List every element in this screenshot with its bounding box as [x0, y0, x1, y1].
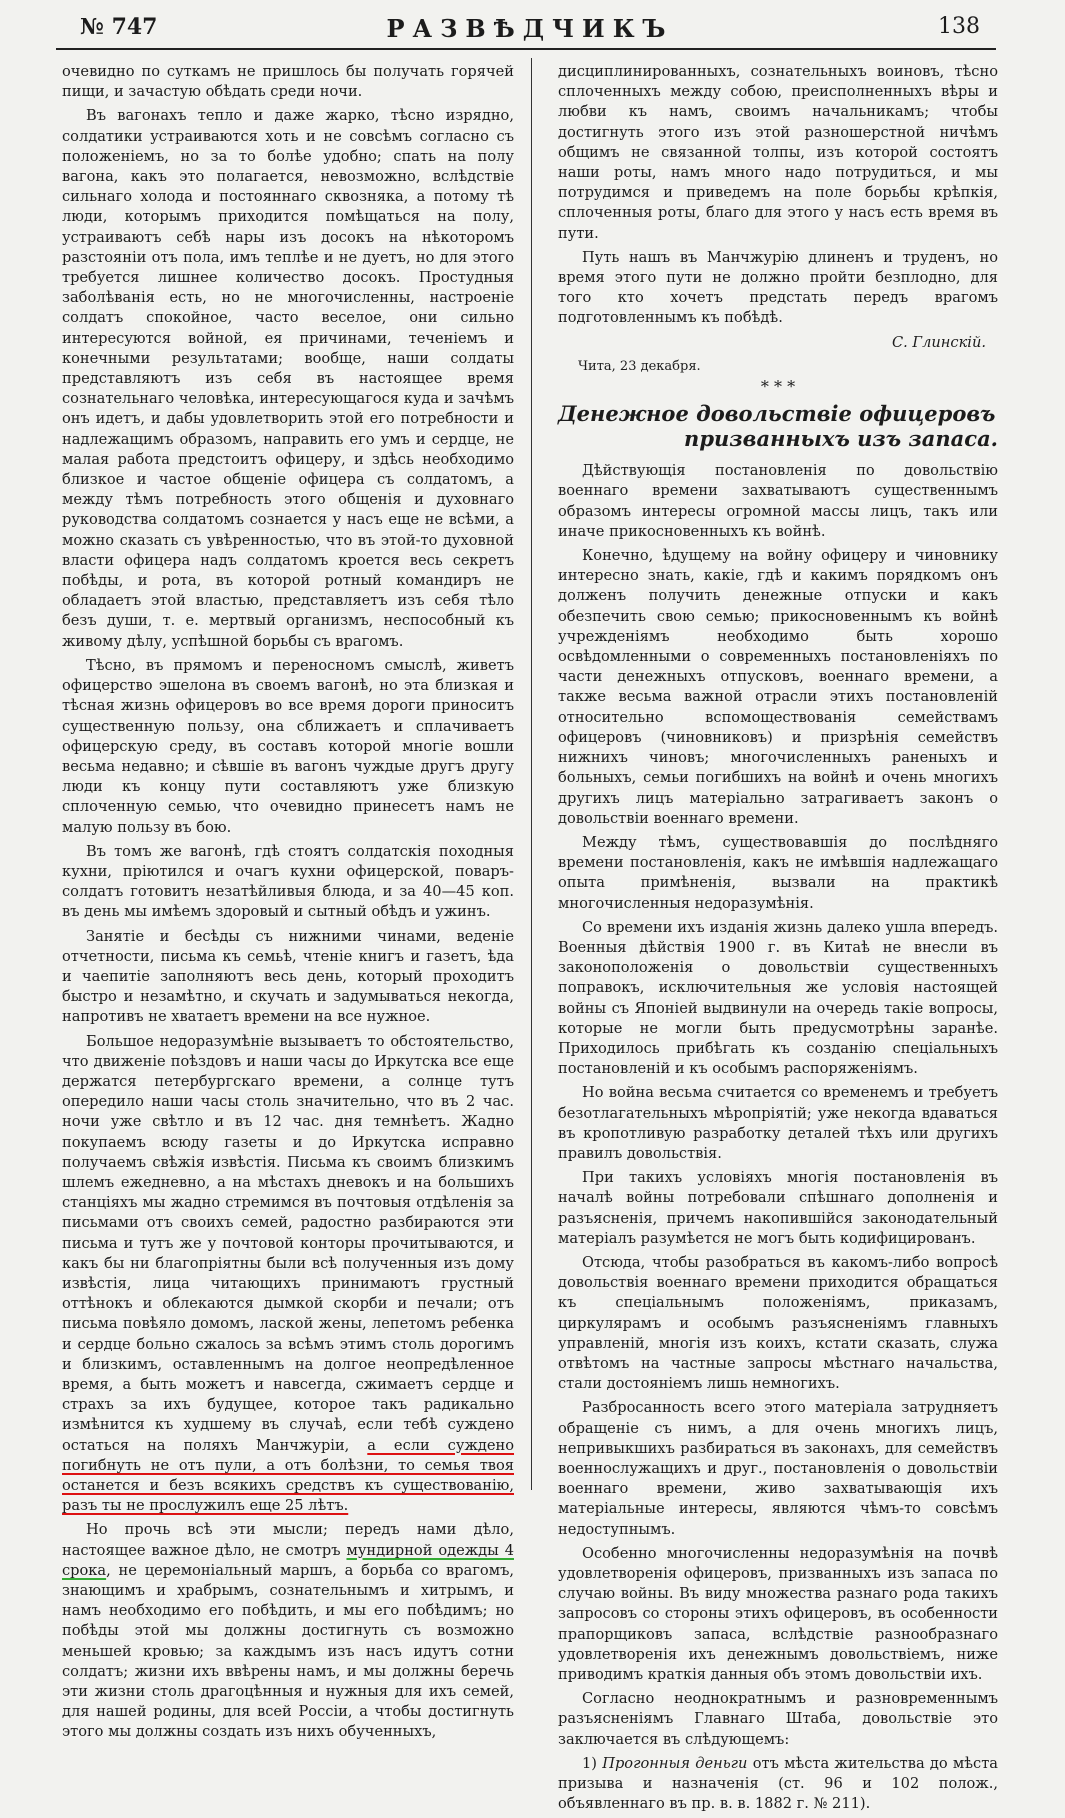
paragraph-text: Но прочь всѣ эти мысли; передъ нами дѣло, настоящее важное дѣло, не смотръ: [62, 1521, 514, 1559]
green-underlined-text: мундирной одежды 4 срока: [62, 1541, 514, 1579]
paragraph: дисциплинированныхъ, сознательныхъ воиновъ, тѣсно сплоченныхъ между собою, преисполненныхъ вѣры и любви къ намъ, своимъ начальникамъ; чтобы достигнуть этого изъ этой разношерстной ничѣмъ общимъ не связанной толпы, изъ которой состоятъ наши роты, намъ много надо потрудиться, и мы потрудимся и приведемъ на поле борьбы крѣпкія, сплоченныя роты, благо для этого у насъ есть время въ пути.: [558, 63, 998, 242]
paragraph-text: отъ мѣста жительства до мѣста призыва и назначенія (ст. 96 и 102 полож., объявленнаго въ пр. в. в. 1882 г. № 211).: [558, 1754, 998, 1813]
paragraph: Дѣйствующія постановленія по довольствію военнаго времени захватываютъ существеннымъ образомъ интересы огромной массы лицъ, такъ или иначе прикосновенныхъ къ войнѣ.: [558, 462, 998, 540]
italic-term: Прогонныя деньги: [602, 1754, 748, 1772]
right-column: [558, 62, 998, 1818]
issue-number: № 747: [80, 14, 158, 40]
article-title-line-1: Денежное довольствіе офицеровъ: [558, 401, 996, 427]
paragraph: Конечно, ѣдущему на войну офицеру и чиновнику интересно знать, какіе, гдѣ и какимъ порядкомъ онъ долженъ получить денежные отпуски и какъ обезпечить свою семью; прикосновеннымъ къ войнѣ учрежденіямъ необходимо быть хорошо освѣдомленными о современныхъ постановленіяхъ по части денежныхъ отпусковъ, военнаго времени, а также весьма важной отрасли этихъ постановленій относительно вспомоществованія семействамъ офицеровъ (чиновниковъ) и призрѣнія семействъ нижнихъ чиновъ; многочисленныхъ раненыхъ и больныхъ, семьи погибшихъ на войнѣ и очень многихъ другихъ лицъ матеріально затрагиваетъ законъ о довольствіи военнаго времени.: [558, 547, 998, 827]
section-separator: * * *: [760, 377, 796, 397]
paragraph: Между тѣмъ, существовавшія до послѣдняго времени постановленія, какъ не имѣвшія надлежащаго опыта примѣненія, вызвали на практикѣ многочисленныя недоразумѣнія.: [558, 833, 998, 912]
header-rule: [56, 48, 996, 50]
dateline: Чита, 23 декабря.: [578, 358, 701, 374]
list-number: 1): [582, 1754, 597, 1772]
paragraph: Особенно многочисленны недоразумѣнія на почвѣ удовлетворенія офицеровъ, призванныхъ изъ запаса по случаю войны. Въ виду множества разнаго рода такихъ запросовъ со стороны этихъ офицеровъ, въ особенности прапорщиковъ запаса, вслѣдствіе разнообразнаго удовлетворенія ихъ денежнымъ довольствіемъ, ниже приводимъ краткія данныя объ этомъ довольствіи ихъ.: [558, 1544, 998, 1684]
paragraph: Тѣсно, въ прямомъ и переносномъ смыслѣ, живетъ офицерство эшелона въ своемъ вагонѣ, но эта близкая и тѣсная жизнь офицеровъ во все время дороги приноситъ существенную пользу, она сближаетъ и сплачиваетъ офицерскую среду, въ составъ которой многіе вошли весьма недавно; и сѣвшіе въ вагонъ чуждые другъ другу люди къ концу пути составляютъ уже близкую сплоченную семью, что очевидно принесетъ намъ не малую пользу въ бою.: [62, 656, 514, 836]
paragraph: Въ вагонахъ тепло и даже жарко, тѣсно изрядно, солдатики устраиваются хоть и не совсѣмъ согласно съ положеніемъ, но за то болѣе удобно; спать на полу вагона, какъ это полагается, невозможно, вслѣдствіе сильнаго холода и постояннаго сквозняка, а потому тѣ люди, которымъ приходится помѣщаться на полу, устраиваютъ себѣ нары изъ досокъ на нѣкоторомъ разстояніи отъ пола, имъ теплѣе и не дуетъ, но для этого требуется лишнее количество досокъ. Простудныя заболѣванія есть, но не многочисленны, настроеніе солдатъ спокойное, часто веселое, они сильно интересуются войной, ея причинами, теченіемъ и конечными результатами; вообще, наши солдаты представляютъ изъ себя въ настоящее время сознательнаго человѣка, интересующагося куда и зачѣмъ онъ идетъ, и дабы удовлетворить этой его потребности и надлежащимъ образомъ, направить его умъ и сердце, не малая работа предстоитъ офицеру, и здѣсь необходимо близкое и частое общеніе офицера съ солдатомъ, а между тѣмъ потребность этого общенія и духовнаго руководства солдатомъ сознается у насъ еще не всѣми, а можно сказать съ увѣренностью, что въ этой-то духовной власти офицера надъ солдатомъ кроется весь секретъ побѣды, и рота, въ которой ротный командиръ не обладаетъ этой властью, представляетъ изъ себя тѣло безъ души, т. е. мертвый организмъ, неспособный къ живому дѣлу, успѣшной борьбы съ врагомъ.: [62, 107, 514, 650]
page-number: 138: [938, 14, 980, 39]
paragraph: очевидно по суткамъ не пришлось бы получать горячей пищи, и зачастую обѣдать среди ночи.: [62, 63, 514, 101]
author-signature: С. Глинскій.: [891, 333, 986, 351]
column-divider: [531, 58, 532, 1490]
paragraph: Отсюда, чтобы разобраться въ какомъ-либо вопросѣ довольствія военнаго времени приходится обращаться къ спеціальнымъ положеніямъ, приказамъ, циркулярамъ и особымъ разъясненіямъ главныхъ управленій, многія изъ коихъ, кстати сказать, служа отвѣтомъ на частные запросы мѣстнаго начальства, стали достояніемъ лишь немногихъ.: [558, 1253, 998, 1393]
article-title: [558, 401, 998, 451]
journal-title: РАЗВѢДЧИКЪ: [386, 14, 674, 43]
page-header: [80, 14, 980, 50]
left-column: [62, 62, 514, 1747]
paragraph: [62, 1032, 514, 1517]
paragraph: Со времени ихъ изданія жизнь далеко ушла впередъ. Военныя дѣйствія 1900 г. въ Китаѣ не внесли въ законоположенія о довольствіи существенныхъ поправокъ, исключительныя же условія настоящей войны съ Японіей выдвинули на очередь такіе вопросы, которые не могли быть предусмотрѣны заранѣе. Приходилось прибѣгать къ созданію спеціальныхъ постановленій и къ особымъ распоряженіямъ.: [558, 918, 998, 1078]
paragraph: Согласно неоднократнымъ и разновременнымъ разъясненіямъ Главнаго Штаба, довольствіе это заключается въ слѣдующемъ:: [558, 1690, 998, 1748]
paragraph: [558, 1754, 998, 1815]
paragraph: Въ томъ же вагонѣ, гдѣ стоятъ солдатскія походныя кухни, пріютился и очагъ кухни офицерской, поваръ-солдатъ готовитъ незатѣйливыя блюда, и за 40—45 коп. въ день мы имѣемъ здоровый и сытный обѣдъ и ужинъ.: [62, 842, 514, 921]
paragraph: Путь нашъ въ Манчжурію длиненъ и труденъ, но время этого пути не должно пройти безплодно, для того кто хочетъ предстать передъ врагомъ подготовленнымъ къ побѣдѣ.: [558, 248, 998, 327]
article-title-line-2: призванныхъ изъ запаса.: [684, 426, 998, 452]
paragraph: Но война весьма считается со временемъ и требуетъ безотлагательныхъ мѣропріятій; уже некогда вдаваться въ кропотливую разработку деталей тѣхъ или другихъ правилъ довольствія.: [558, 1084, 998, 1162]
red-underlined-text: а если суждено погибнуть не отъ пули, а отъ болѣзни, то семья твоя останется и безъ всякихъ средствъ къ существованію, разъ ты не прослужилъ еще 25 лѣтъ.: [62, 1436, 515, 1515]
paragraph-text: Большое недоразумѣніе вызываетъ то обстоятельство, что движеніе поѣздовъ и наши часы до Иркутска все еще держатся петербургскаго времени, а солнце тутъ опередило наши часы столь значительно, что въ 2 час. ночи уже свѣтло и въ 12 час. дня темнѣетъ. Жадно покупаемъ всюду газеты и до Иркутска исправно получаемъ свѣжія извѣстія. Письма къ своимъ близкимъ шлемъ ежедневно, а на мѣстахъ дневокъ и на большихъ станціяхъ мы жадно стремимся въ почтовыя отдѣленія за письмами отъ своихъ семей, радостно разбираются эти письма и тутъ же у почтовой конторы прочитываются, и какъ бы ни благопріятны были всѣ полученныя изъ дому извѣстія, лица читающихъ принимаютъ грустный оттѣнокъ и облекаются дымкой скорби и печали; отъ письма повѣяло домомъ, лаской жены, лепетомъ ребенка и сердце больно сжалось за всѣмъ этимъ столь дорогимъ и близкимъ, оставленнымъ на долгое неопредѣленное время, а быть можетъ и навсегда, сжимаетъ сердце и страхъ за ихъ будущее, которое такъ радикально измѣнится къ худшему въ случаѣ, если тебѣ суждено остаться на поляхъ Манчжуріи,: [62, 1032, 514, 1454]
paragraph: [62, 1520, 514, 1742]
paragraph: Разбросанность всего этого матеріала затрудняетъ обращеніе съ нимъ, а для очень многихъ лицъ, непривыкшихъ разбираться въ законахъ, для семействъ военнослужащихъ и друг., постановленія о довольствіи военнаго времени, живо захватывающія ихъ матеріальные интересы, являются чѣмъ-то совсѣмъ недоступнымъ.: [558, 1399, 998, 1538]
paragraph-text: , не церемоніальный маршъ, а борьба со врагомъ, знающимъ и храбрымъ, сознательнымъ и хитрымъ, и намъ необходимо его побѣдить, и мы его побѣдимъ; но побѣды этой мы должны достигнуть съ возможно меньшей кровью; за каждымъ изъ насъ идутъ сотни солдатъ; жизни ихъ ввѣрены намъ, и мы должны беречь эти жизни столь драгоцѣнныя и нужныя для ихъ семей, для нашей родины, для всей Россіи, а чтобы достигнуть этого мы должны создать изъ нихъ обученныхъ,: [62, 1561, 514, 1741]
paragraph: Занятіе и бесѣды съ нижними чинами, веденіе отчетности, письма къ семьѣ, чтеніе книгъ и газетъ, ѣда и чаепитіе заполняютъ весь день, который проходитъ быстро и незамѣтно, и скучать и задумываться некогда, напротивъ не хватаетъ времени на все нужное.: [62, 927, 514, 1026]
paragraph: При такихъ условіяхъ многія постановленія въ началѣ войны потребовали спѣшнаго дополненія и разъясненія, причемъ накопившійся законодательный матеріалъ разумѣется не могъ быть кодифицированъ.: [558, 1169, 998, 1247]
